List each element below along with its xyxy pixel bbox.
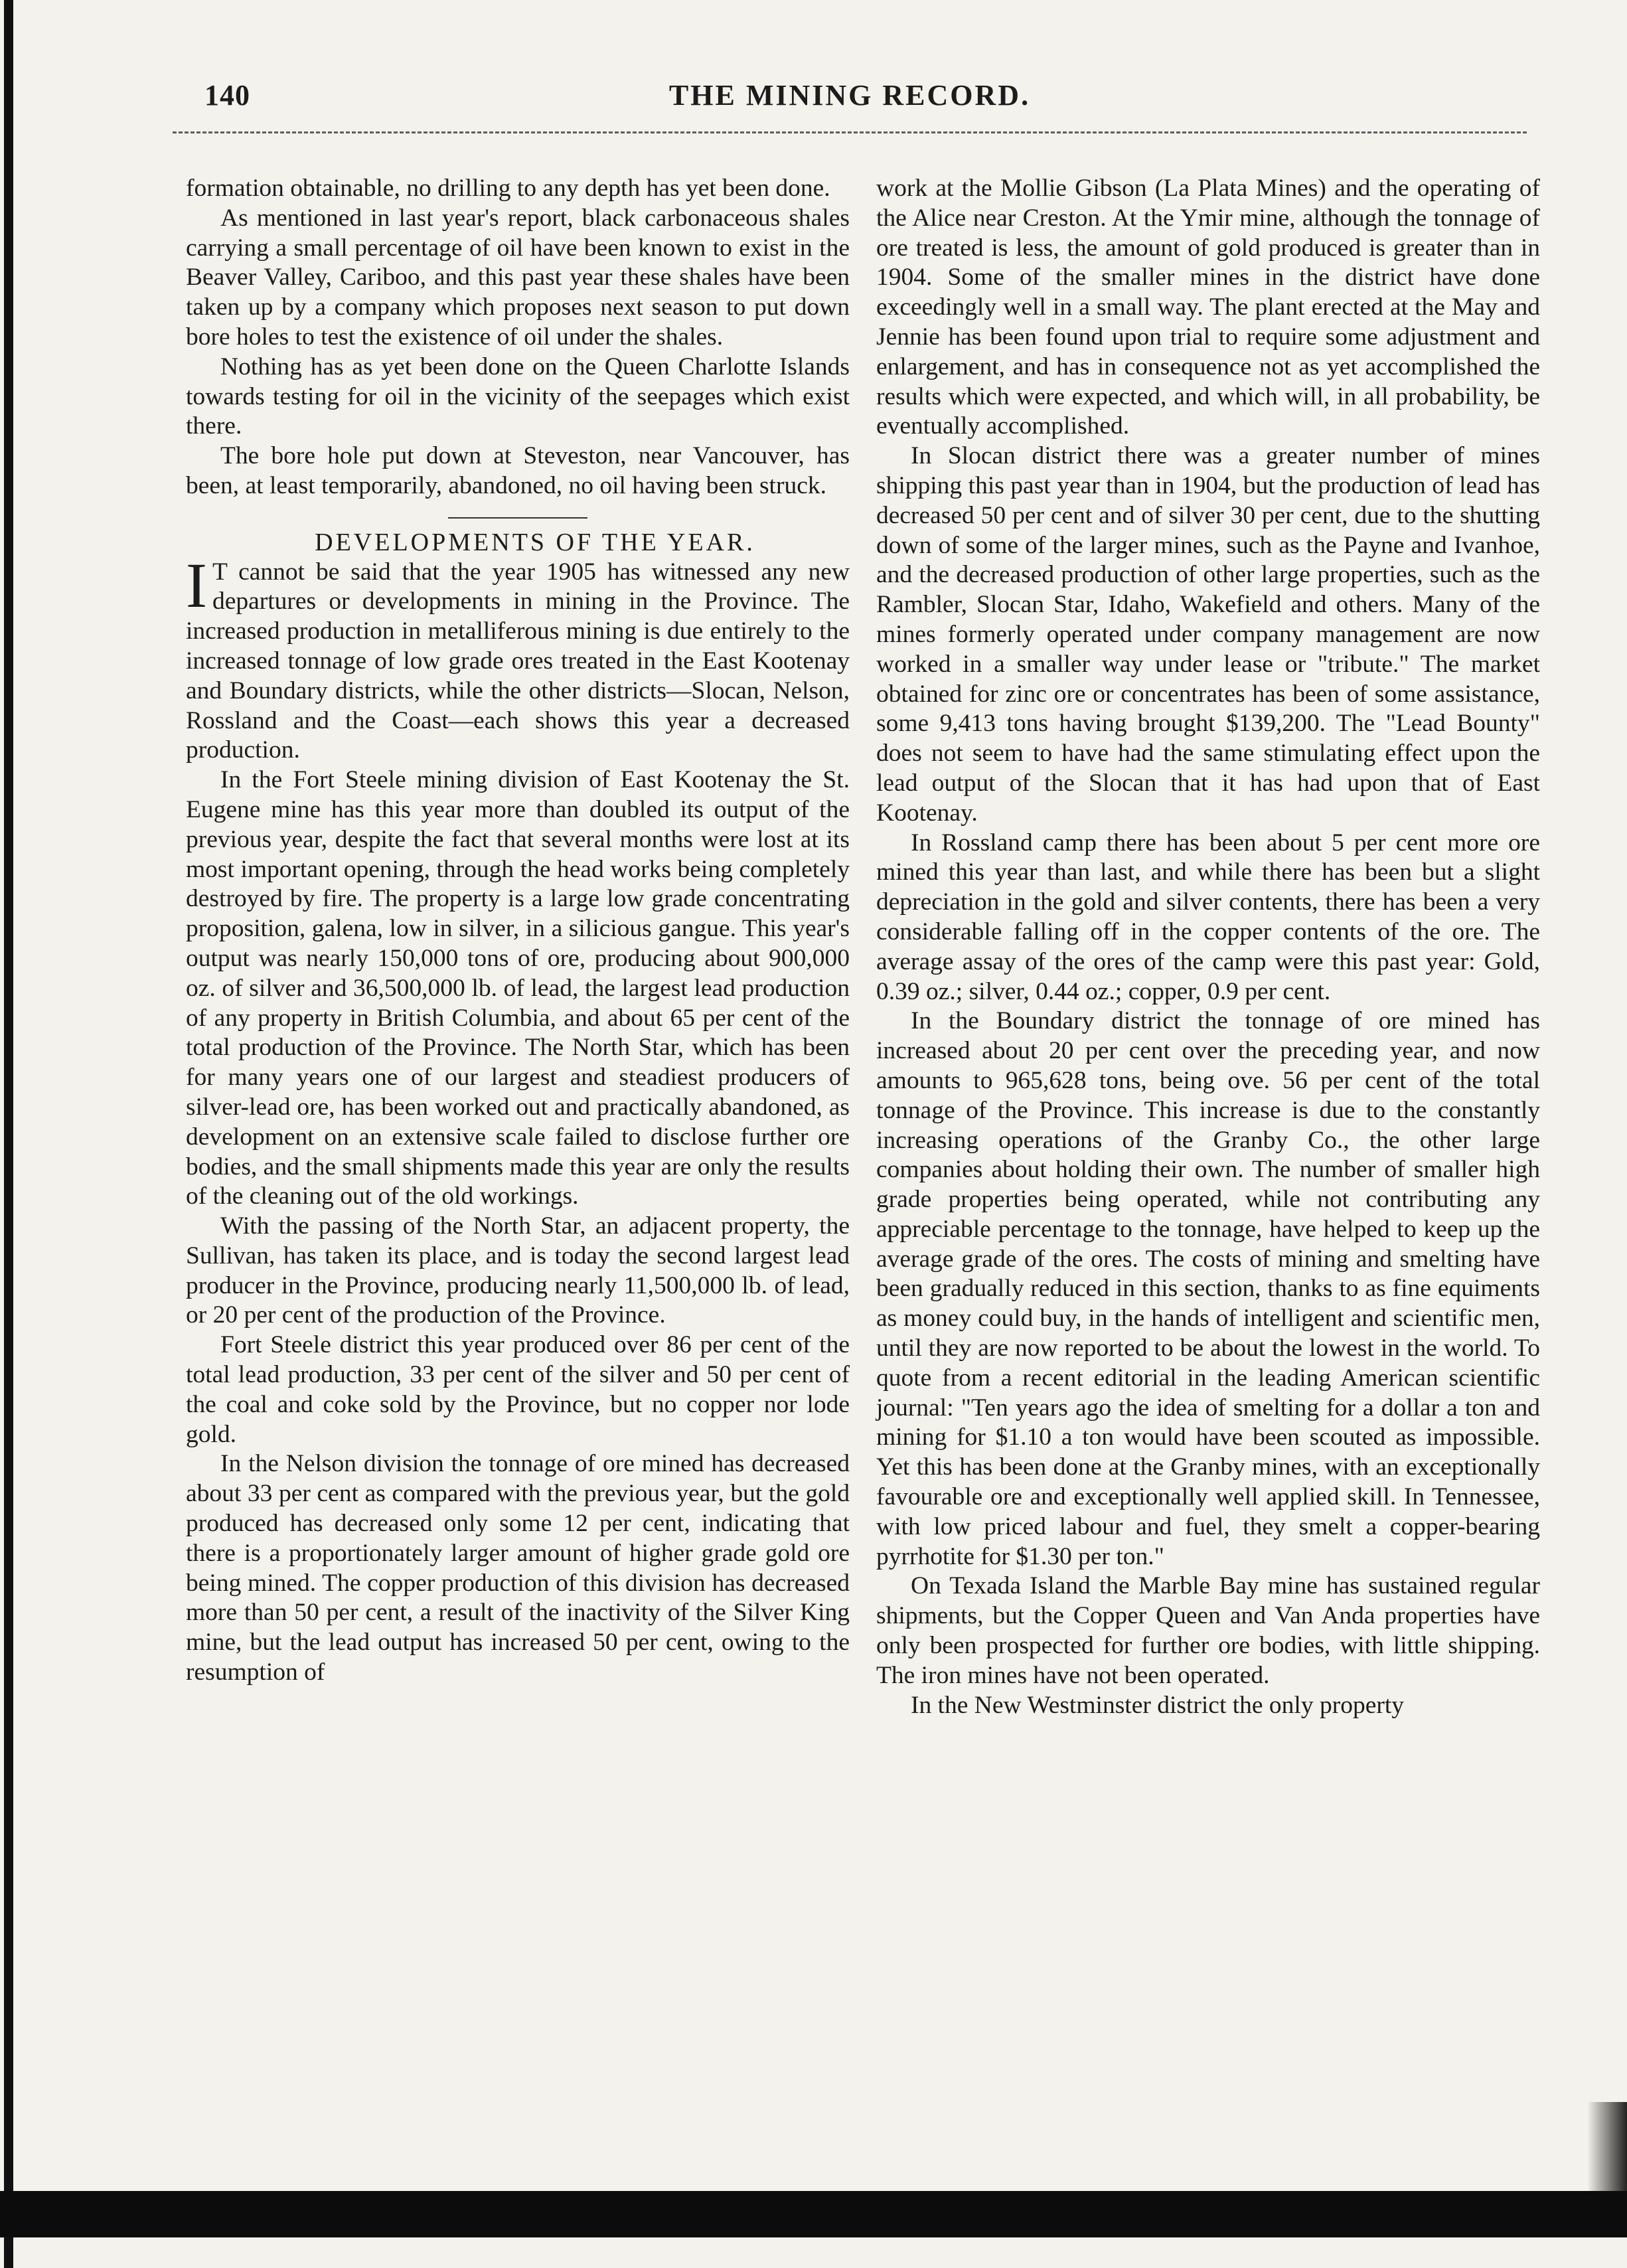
paragraph: With the passing of the North Star, an adjacent property, the Sullivan, has taken its place, and is today the second largest lead producer in the Province, producing nearly 11,500,000 lb. of lead, or 20 per cent of the production of the Province. bbox=[186, 1212, 850, 1329]
page-number: 140 bbox=[204, 79, 250, 112]
scan-bottom-bar bbox=[0, 2191, 1627, 2237]
paragraph: In the New Westminster district the only property bbox=[911, 1691, 1405, 1719]
paragraph: On Texada Island the Marble Bay mine has sustained regular shipments, but the Copper Queen and Van Anda properties have only been prospected for further ore bodies, with little shipping. The iron mines have not been operated. bbox=[876, 1572, 1540, 1689]
drop-cap: I bbox=[186, 549, 207, 621]
section-heading: DEVELOPMENTS OF THE YEAR. bbox=[315, 528, 755, 556]
paragraph: In the Boundary district the tonnage of ore mined has increased about 20 per cent over the preceding year, and now amounts to 965,628 tons, being ove. 56 per cent of the total tonnage of the Province. This increase is due to the constantly increasing operations of the Granby Co., the other large companies about holding their own. The number of smaller high grade properties being operated, while not contributing any appreciable percentage to the tonnage, have helped to keep up the average grade of the ores. The costs of mining and smelting have been gradually reduced in this section, thanks to as fine equiments as money could buy, in the hands of intelligent and scientific men, until they are now reported to be about the lowest in the world. To quote from a recent editorial in the leading American scientific journal: "Ten years ago the idea of smelting for a dollar a ton and mining for $1.10 a ton would have been scouted as impossible. Yet this has been done at the Granby mines, with an exceptionally favourable ore and exceptionally well applied skill. In Tennessee, with low priced labour and fuel, they smelt a copper-bearing pyrrhotite for $1.30 per ton." bbox=[876, 1007, 1540, 1570]
lead-paragraph bbox=[186, 549, 850, 766]
paragraph: Fort Steele district this year produced over 86 per cent of the total lead production, 33 per cent of the silver and 50 per cent of the coal and coke sold by the Province, but no copper nor lode gold. bbox=[186, 1331, 850, 1448]
scan-edge-shadow bbox=[1587, 2102, 1627, 2195]
lead-paragraph-text: T cannot be said that the year 1905 has witnessed any new departures or developments in mining in the Province. The increased production in metalliferous mining is due entirely to the increased tonnage of low grade ores treated in the East Kootenay and Boundary districts, while the other districts—Slocan, Nelson, Rossland and the Coast—each shows this year a decreased production. bbox=[186, 558, 850, 764]
header-rule bbox=[173, 131, 1527, 133]
journal-title: THE MINING RECORD. bbox=[668, 79, 1031, 112]
left-column bbox=[186, 174, 850, 1688]
paragraph: work at the Mollie Gibson (La Plata Mines) and the operating of the Alice near Creston. At the Ymir mine, although the tonnage of ore treated is less, the amount of gold produced is greater than in 1904. Some of the smaller mines in the district have done exceedingly well in a small way. The plant erected at the May and Jennie has been found upon trial to require some adjustment and enlargement, and has in consequence not as yet accomplished the results which were expected, and which will, in all probability, be eventually accomplished. bbox=[876, 175, 1540, 440]
right-column bbox=[876, 174, 1540, 1720]
paragraph: In the Nelson division the tonnage of ore mined has decreased about 33 per cent as compared with the previous year, but the gold produced has decreased only some 12 per cent, indicating that there is a proportionately larger amount of higher grade gold ore being mined. The copper production of this division has decreased more than 50 per cent, a result of the inactivity of the Silver King mine, but the lead output has increased 50 per cent, owing to the resumption of bbox=[186, 1450, 850, 1686]
paragraph: As mentioned in last year's report, black carbonaceous shales carrying a small percentage of oil have been known to exist in the Beaver Valley, Cariboo, and this past year these shales have been taken up by a company which proposes next season to put down bore holes to test the existence of oil under the shales. bbox=[186, 204, 850, 351]
scan-edge-bar bbox=[4, 0, 13, 2268]
section-divider bbox=[448, 517, 587, 519]
paragraph: In Rossland camp there has been about 5 per cent more ore mined this year than last, and while there has been but a slight depreciation in the gold and silver contents, there has been a very considerable falling off in the copper contents of the ore. The average assay of the ores of the camp were this past year: Gold, 0.39 oz.; silver, 0.44 oz.; copper, 0.9 per cent. bbox=[876, 829, 1540, 1005]
paragraph: In the Fort Steele mining division of East Kootenay the St. Eugene mine has this year more than doubled its output of the previous year, despite the fact that several months were lost at its most important opening, through the head works being completely destroyed by fire. The property is a large low grade concentrating proposition, galena, low in silver, in a silicious gangue. This year's output was nearly 150,000 tons of ore, producing about 900,000 oz. of silver and 36,500,000 lb. of lead, the largest lead production of any property in British Columbia, and about 65 per cent of the total production of the Province. The North Star, which has been for many years one of our largest and steadiest producers of silver-lead ore, has been worked out and practically abandoned, as development on an extensive scale failed to disclose further ore bodies, and the small shipments made this year are only the results of the cleaning out of the old workings. bbox=[186, 766, 850, 1210]
paragraph: formation obtainable, no drilling to any depth has yet been done. bbox=[186, 175, 830, 202]
paragraph: Nothing has as yet been done on the Queen Charlotte Islands towards testing for oil in the vicinity of the seepages which exist there. bbox=[186, 353, 850, 440]
paragraph: In Slocan district there was a greater number of mines shipping this past year than in 1904, but the production of lead has decreased 50 per cent and of silver 30 per cent, due to the shutting down of some of the larger mines, such as the Payne and Ivanhoe, and the decreased production of other large properties, such as the Rambler, Slocan Star, Idaho, Wakefield and others. Many of the mines formerly operated under company management are now worked in a smaller way under lease or "tribute." The market obtained for zinc ore or concentrates has been of some assistance, some 9,413 tons having brought $139,200. The "Lead Bounty" does not seem to have had the same stimulating effect upon the lead output of the Slocan that it has had upon that of East Kootenay. bbox=[876, 442, 1540, 827]
paragraph: The bore hole put down at Steveston, near Vancouver, has been, at least temporarily, abandoned, no oil having been struck. bbox=[186, 442, 850, 499]
page-header bbox=[173, 78, 1527, 118]
